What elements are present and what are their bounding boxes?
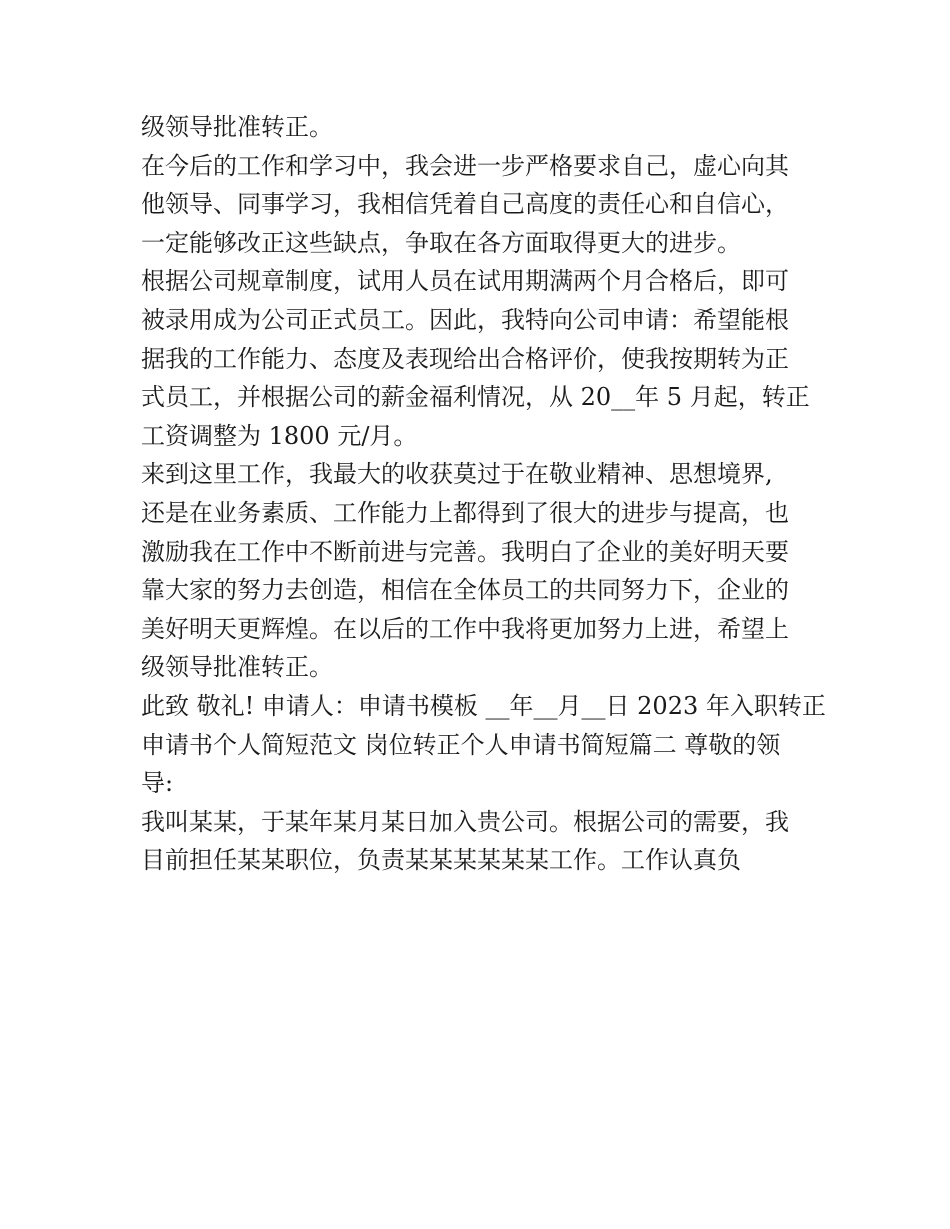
- paragraph-3: [141, 262, 821, 455]
- text-line: 目前担任某某职位，负责某某某某某某工作。工作认真负: [141, 846, 741, 875]
- text-line: 根据公司规章制度，试用人员在试用期满两个月合格后，即可: [141, 267, 789, 296]
- paragraph-5: [141, 687, 826, 803]
- document-body: [141, 108, 826, 880]
- text-line: 级领导批准转正。: [141, 653, 333, 682]
- paragraph-4: [141, 455, 821, 687]
- text-line: 美好明天更辉煌。在以后的工作中我将更加努力上进，希望上: [141, 614, 789, 643]
- paragraph-2: [141, 147, 821, 263]
- text-line: 据我的工作能力、态度及表现给出合格评价，使我按期转为正: [141, 344, 789, 373]
- text-line: 一定能够改正这些缺点，争取在各方面取得更大的进步。: [141, 228, 741, 257]
- text-line: 此致 敬礼! 申请人：申请书模板 __年__月__日 2023 年入职转正: [141, 691, 826, 720]
- text-line: 工资调整为 1800 元/月。: [141, 421, 418, 450]
- text-line: 被录用成为公司正式员工。因此，我特向公司申请：希望能根: [141, 305, 789, 334]
- text-line: 式员工，并根据公司的薪金福利情况，从 20__年 5 月起，转正: [141, 383, 810, 412]
- paragraph-1: [141, 108, 821, 147]
- text-line: 他领导、同事学习，我相信凭着自己高度的责任心和自信心，: [141, 190, 789, 219]
- text-line: 还是在业务素质、工作能力上都得到了很大的进步与提高，也: [141, 498, 789, 527]
- text-line: 申请书个人简短范文 岗位转正个人申请书简短篇二 尊敬的领: [141, 730, 781, 759]
- text-line: 我叫某某，于某年某月某日加入贵公司。根据公司的需要，我: [141, 807, 789, 836]
- text-line: 级领导批准转正。: [141, 113, 333, 141]
- text-line: 靠大家的努力去创造，相信在全体员工的共同努力下，企业的: [141, 576, 789, 605]
- text-line: 在今后的工作和学习中，我会进一步严格要求自己，虚心向其: [141, 151, 789, 180]
- text-line: 激励我在工作中不断前进与完善。我明白了企业的美好明天要: [141, 537, 789, 566]
- paragraph-6: [141, 803, 821, 880]
- text-line: 来到这里工作，我最大的收获莫过于在敬业精神、思想境界,: [141, 460, 773, 489]
- text-line: 导:: [141, 769, 174, 798]
